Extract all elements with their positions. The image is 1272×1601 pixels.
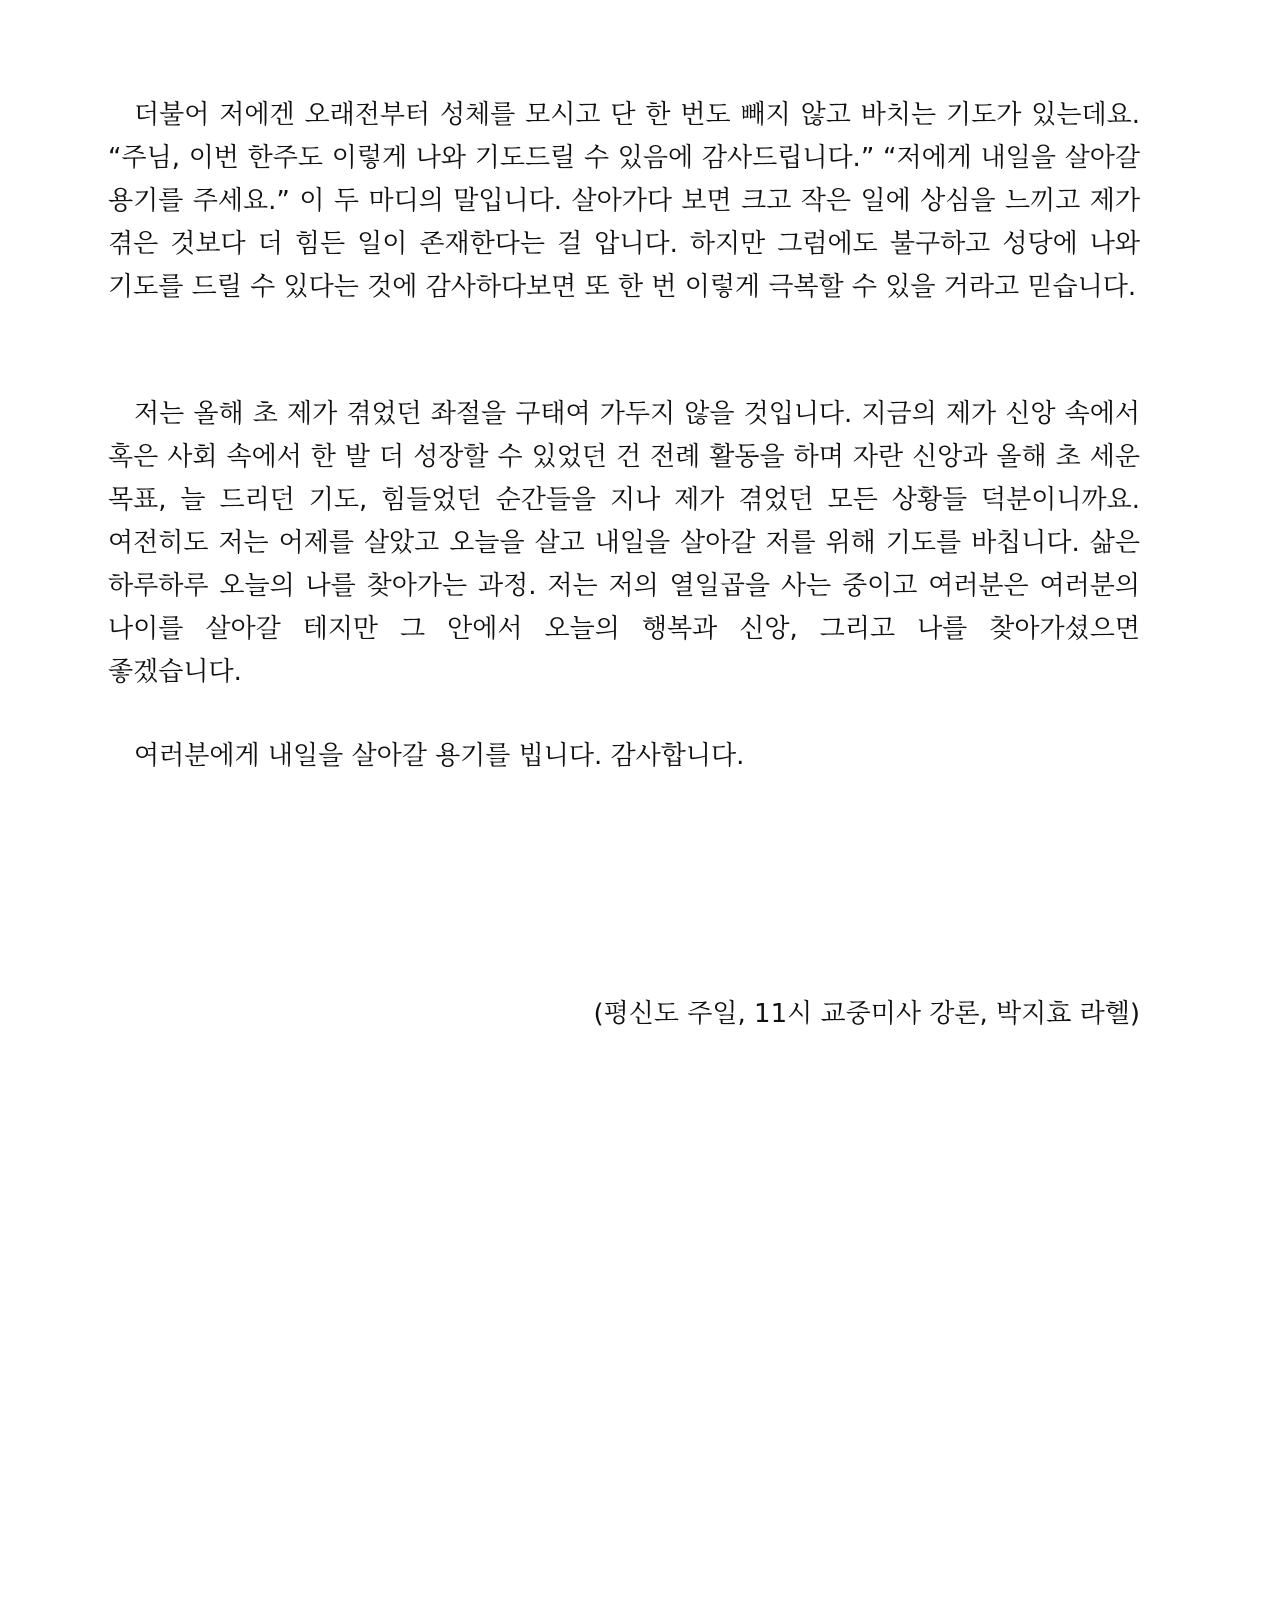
paragraph-closing: 여러분에게 내일을 살아갈 용기를 빕니다. 감사합니다. <box>134 741 745 771</box>
signature-line: (평신도 주일, 11시 교중미사 강론, 박지효 라헬) <box>593 999 1140 1029</box>
paragraph-growth: 저는 올해 초 제가 겪었던 좌절을 구태여 가두지 않을 것입니다. 지금의 제가 신앙 속에서 혹은 사회 속에서 한 발 더 성장할 수 있었던 건 전례 활동을 하며 자란 신앙과 올해 초 세운 목표, 늘 드리던 기도, 힘들었던 순간들을 지나 제가 겪었던 모든 상황들 덕분이니까요. 여전히도 저는 어제를 살았고 오늘을 살고 내일을 살아갈 저를 위해 기도를 바칩니다. 삶은 하루하루 오늘의 나를 찾아가는 과정. 저는 저의 열일곱을 사는 중이고 여러분은 여러분의 나이를 살아갈 테지만 그 안에서 오늘의 행복과 신앙, 그리고 나를 찾아가셨으면 좋겠습니다. <box>108 399 1140 687</box>
paragraph-prayer: 더불어 저에겐 오래전부터 성체를 모시고 단 한 번도 빼지 않고 바치는 기도가 있는데요. “주님, 이번 한주도 이렇게 나와 기도드릴 수 있음에 감사드립니다.” “저에게 내일을 살아갈 용기를 주세요.” 이 두 마디의 말입니다. 살아가다 보면 크고 작은 일에 상심을 느끼고 제가 겪은 것보다 더 힘든 일이 존재한다는 걸 압니다. 하지만 그럼에도 불구하고 성당에 나와 기도를 드릴 수 있다는 것에 감사하다보면 또 한 번 이렇게 극복할 수 있을 거라고 믿습니다. <box>108 100 1140 302</box>
